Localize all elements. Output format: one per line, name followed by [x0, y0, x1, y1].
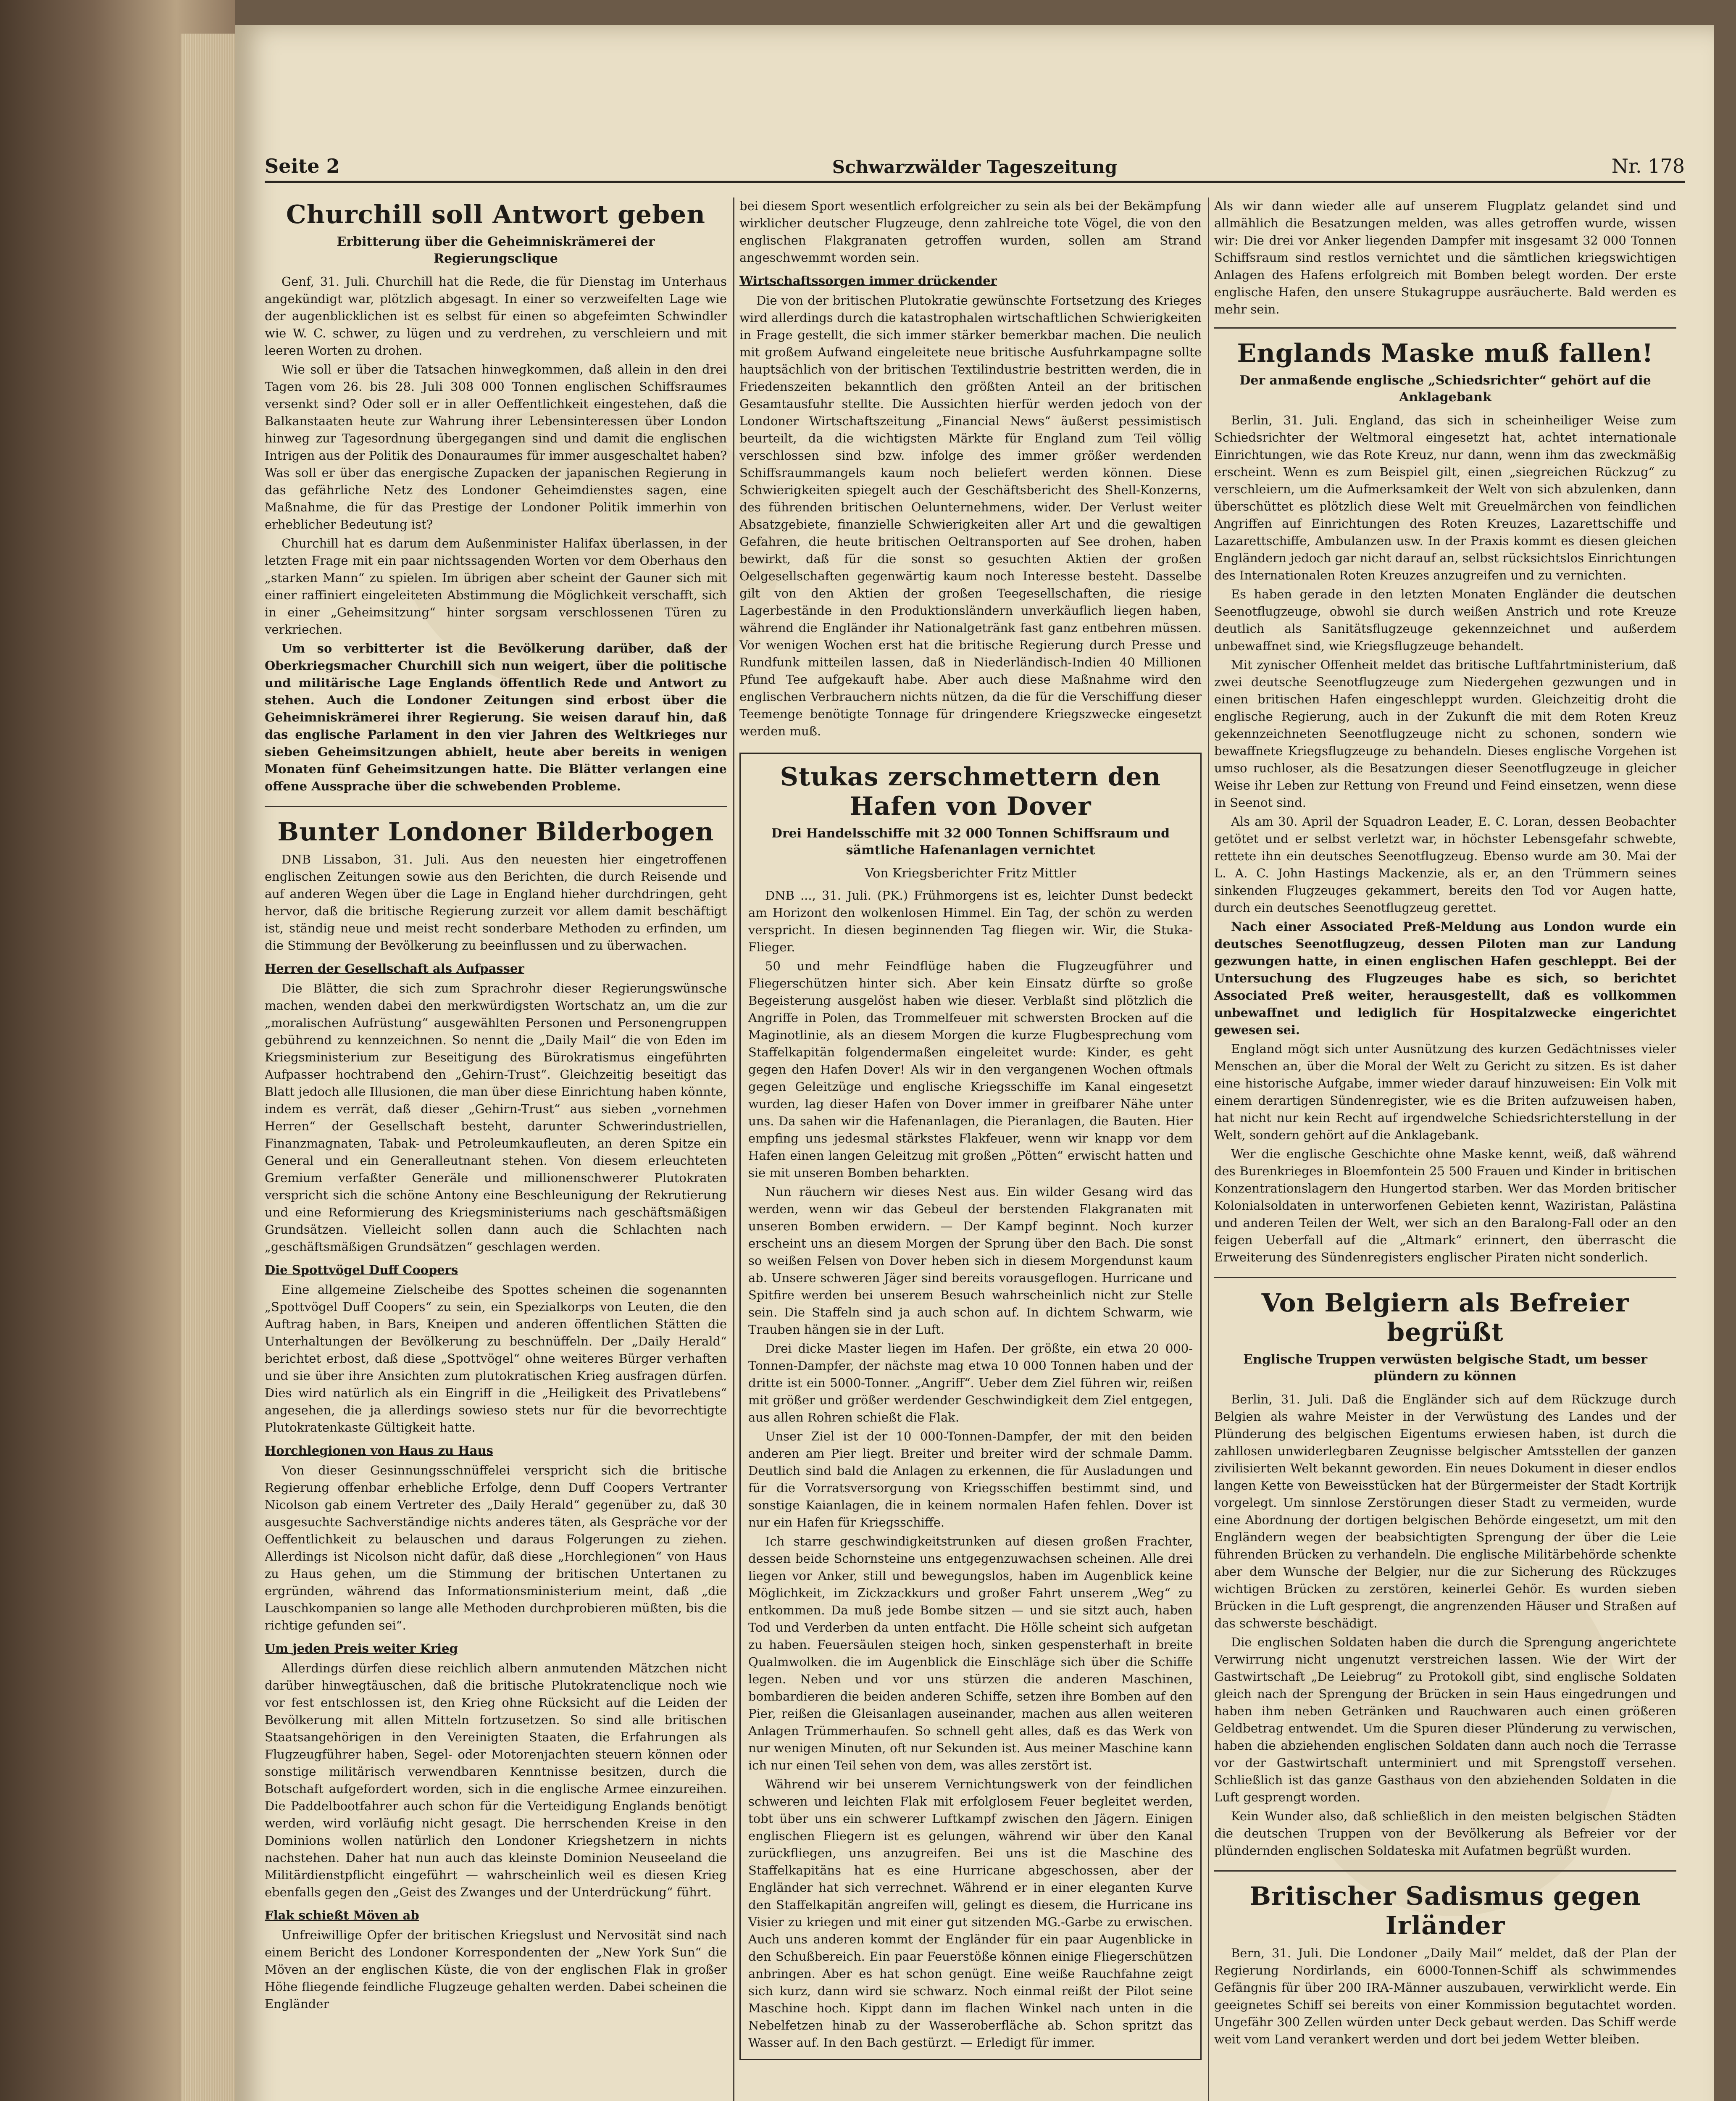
- article-paragraph: Während wir bei unserem Vernichtungswerk von der feindlichen schweren und leichten Flak mit erfolglosem Feuer begleitet werden, tobt über uns ein schwerer Luftkampf zwischen den Jägern. Einigen englischen Fliegern ist es gelungen, während wir über den Kanal zurückfliegen, uns anzugreifen. Bei uns ist die Maschine des Staffelkapitäns hat es eine Hurricane abgeschossen, aber der Engländer hat sich verrechnet. Während er in einer eleganten Kurve den Staffelkapitän angreifen will, gelingt es diesem, die Hurricane ins Visier zu kriegen und mit einer gut sitzenden MG.-Garbe zu erwischen. Auch uns anderen kommt der Engländer für ein paar Augenblicke in den Schußbereich. Ein paar Feuerstöße können einige Fliegerschützen anbringen. Aber es hat schon genügt. Eine weiße Rauchfahne zeigt sich kurz, dann wird sie schwarz. Noch einmal reißt der Pilot seine Maschine hoch. Kippt dann im flachen Winkel nach unten in die Nebelfetzen hinab zu der Wasseroberfläche ab. Schon spritzt das Wasser auf. In den Bach gestürzt. — Erledigt für immer.: [748, 1777, 1193, 2050]
- section-heading: Herren der Gesellschaft als Aufpasser: [265, 961, 524, 976]
- article-paragraph: Mit zynischer Offenheit meldet das britische Luftfahrtministerium, daß zwei deutsche Seenotflugzeuge zum Niedergehen gezwungen und in einen britischen Hafen eingeschleppt wurden. Gleichzeitig droht die englische Regierung, auch in der Zukunft die mit dem Roten Kreuz gekennzeichneten Seenotflugzeuge nicht zu schonen, sondern wie bewaffnete Kriegsflugzeuge zu behandeln. Dieses englische Vorgehen ist umso ruchloser, als die Besatzungen dieser Seenotflugzeuge in gleicher Weise ihr Leben zur Rettung von Freund und Feind einsetzen, wenn diese in Seenot sind.: [1214, 658, 1676, 810]
- column-rule: [733, 197, 734, 2101]
- article-paragraph: Unfreiwillige Opfer der britischen Kriegslust und Nervosität sind nach einem Bericht des Londoner Korrespondenten der „New York Sun“ die Möven an der englischen Küste, die von der englischen Flak in großer Höhe fliegende feindliche Flugzeuge gehalten werden. Dabei scheinen die Engländer: [265, 1928, 727, 2011]
- issue-number: Nr. 178: [1611, 155, 1685, 177]
- section-heading: Flak schießt Möven ab: [265, 1908, 419, 1922]
- section-heading: Wirtschaftssorgen immer drückender: [739, 274, 997, 288]
- article-paragraph: DNB Lissabon, 31. Juli. Aus den neuesten hier eingetroffenen englischen Zeitungen sowie aus den Berichten, die durch Reisende und auf anderen Wegen über die Lage in England hieher durchdringen, geht hervor, daß die britische Regierung zurzeit vor allem damit beschäftigt ist, ständig neue und meist recht sonderbare Methoden zu erfinden, um die Stimmung der Bevölkerung zu beeinflussen und zu überwachen.: [265, 852, 727, 953]
- article-paragraph: Um so verbitterter ist die Bevölkerung darüber, daß der Oberkriegsmacher Churchill sich nun weigert, über die politische und militärische Lage Englands öffentlich Rede und Antwort zu stehen. Auch die Londoner Zeitungen sind erbost über die Geheimniskrämerei ihrer Regierung. Sie weisen darauf hin, daß das englische Parlament in den vier Jahren des Weltkrieges nur sieben Geheimsitzungen abhielt, heute aber bereits in wenigen Monaten fünf Geheimsitzungen hatte. Die Blätter verlangen eine offene Aussprache über die schwebenden Probleme.: [265, 641, 727, 793]
- article-stukas: [739, 753, 1202, 2060]
- column-2: [739, 197, 1202, 2101]
- article-paragraph: Kein Wunder also, daß schließlich in den meisten belgischen Städten die deutschen Truppen von der Bevölkerung als Befreier vor der plündernden englischen Soldateska mit Aufatmen begrüßt wurden.: [1214, 1809, 1676, 1858]
- article-continuation: Als wir dann wieder alle auf unserem Flugplatz gelandet sind und allmählich die Besatzungen melden, was alles getroffen wurde, wissen wir: Die drei vor Anker liegenden Dampfer mit insgesamt 32 000 Tonnen Schiffsraum sind restlos vernichtet und die sämtlichen kriegswichtigen Anlagen des Hafens erfolgreich mit Bomben belegt worden. Der erste englische Hafen, den unsere Stukagruppe ausräucherte. Bald werden es mehr sein.: [1214, 199, 1676, 316]
- article-paragraph: DNB ..., 31. Juli. (PK.) Frühmorgens ist es, leichter Dunst bedeckt am Horizont den wolkenlosen Himmel. Ein Tag, der schön zu werden verspricht. In diesen beginnenden Tag fliegen wir. Wir, die Stuka-Flieger.: [748, 888, 1193, 954]
- article-paragraph: Von dieser Gesinnungsschnüffelei verspricht sich die britische Regierung offenbar erhebliche Erfolge, denn Duff Coopers Vertranter Nicolson gab einem Vertreter des „Daily Herald“ gegenüber zu, daß 30 ausgesuchte Sachverständige nichts anderes täten, als Gespräche vor der Oeffentlichkeit zu belauschen und daraus Folgerungen zu ziehen. Allerdings ist Nicolson nicht dafür, daß diese „Horchlegionen“ von Haus zu Haus gehen, um die Stimmung der britischen Untertanen zu ergründen, während das Informationsministerium meint, daß „die Lauschkompanien so lange alle Methoden durchprobieren müßten, bis die richtige gefunden sei“.: [265, 1463, 727, 1632]
- article-paragraph: Die englischen Soldaten haben die durch die Sprengung angerichtete Verwirrung nicht ungenutzt verstreichen lassen. Wie der Wirt der Gastwirtschaft „De Leiebrug“ zu Protokoll gibt, sind englische Soldaten gleich nach der Sprengung der Brücken in sein Haus eingedrungen und haben ihm neben Getränken und Rauchwaren auch einen größeren Geldbetrag entwendet. Um die Spuren dieser Plünderung zu verwischen, haben die abziehenden englischen Soldaten dann auch noch die Terrasse vor der Gastwirtschaft unterminiert und mit Sprengstoff versehen. Schließlich ist das ganze Gasthaus von den abziehenden Soldaten in die Luft gesprengt worden.: [1214, 1635, 1676, 1804]
- article-paragraph: 50 und mehr Feindflüge haben die Flugzeugführer und Fliegerschützen hinter sich. Aber kein Einsatz dürfte so große Begeisterung ausgelöst haben wie dieser. Verblaßt sind plötzlich die Angriffe in Polen, das Trommelfeuer mit schwersten Brocken auf die Maginotlinie, als an diesem Morgen die kurze Flugbesprechung vom Staffelkapitän folgendermaßen eingeleitet wurde: Kinder, es geht gegen den Hafen Dover! Als wir in den vergangenen Wochen oftmals gegen Geleitzüge und englische Kriegsschiffe im Kanal eingesetzt wurden, lag dieser Hafen von Dover immer in greifbarer Nähe unter uns. Da sahen wir die Hafenanlagen, die Pieranlagen, die Bauten. Hier empfing uns jedesmal stärkstes Flakfeuer, wenn wir knapp vor dem Hafen einen langen Geleitzug mit großen „Pötten“ erwischt hatten und sie mit unseren Bomben beharkten.: [748, 959, 1193, 1180]
- newspaper-page: [235, 25, 1714, 2101]
- article-bilderbogen: [265, 817, 727, 2013]
- article-paragraph: Nun räuchern wir dieses Nest aus. Ein wilder Gesang wird das werden, wenn wir das Gebeul der berstenden Flakgranaten mit unseren Bomben erwidern. — Der Kampf beginnt. Noch kurzer erscheint uns an diesem Morgen der Sprung über den Bach. Die sonst so weißen Felsen von Dover heben sich in diesem Morgendunst kaum ab. Unsere schweren Jäger sind bereits vorausgeflogen. Hurricane und Spitfire werden bei unserem Besuch wahrscheinlich nicht zur Stelle sein. Die Staffeln sind ja auch schon auf. In dichtem Schwarm, wie Trauben hängen sie in der Luft.: [748, 1185, 1193, 1337]
- column-1: [265, 197, 727, 2101]
- page-header: [265, 147, 1685, 183]
- article-paragraph: Ich starre geschwindigkeitstrunken auf diesen großen Frachter, dessen beide Schornsteine uns entgegenzuwachsen scheinen. Alle drei liegen vor Anker, still und bewegungslos, haben im Augenblick keine Möglichkeit, im Zickzackkurs und großer Fahrt unserem „Weg“ zu entkommen. Da muß jede Bombe sitzen — und sie sitzt auch, haben Tod und Verderben da unten entfacht. Die Hölle scheint sich aufgetan zu haben. Feuersäulen steigen hoch, sinken gespensterhaft in breite Qualmwolken. die im Augenblick die Einschläge sich über die Schiffe legen. Neben und vor uns stürzen die anderen Maschinen, bombardieren die beiden anderen Schiffe, setzen ihre Bomben auf den Pier, reißen die Gleisanlagen auseinander, machen aus allen weiteren Anlagen Trümmerhaufen. So schnell geht alles, daß es das Werk von nur wenigen Minuten, oft nur Sekunden ist. Aus meiner Maschine kann ich nur einen Teil sehen von dem, was alles zerstört ist.: [748, 1534, 1193, 1772]
- article-subtitle: Drei Handelsschiffe mit 32 000 Tonnen Schiffsraum und sämtliche Hafenanlagen vernichtet: [771, 826, 1170, 858]
- article-paragraph: Wer die englische Geschichte ohne Maske kennt, weiß, daß während des Burenkrieges in Bloemfontein 25 500 Frauen und Kinder in britischen Konzentrationslagern den Hungertod starben. Wer das Morden britischer Kolonialsoldaten in unterworfenen Gebieten kennt, Waziristan, Palästina und anderen Teilen der Welt, wer sich an den Baralong-Fall oder an den feigen Ueberfall auf die „Altmark“ erinnert, den überrascht die Erweiterung des Sündenregisters englischer Piraten nicht sonderlich.: [1214, 1147, 1676, 1264]
- article-paragraph: Unser Ziel ist der 10 000-Tonnen-Dampfer, der mit den beiden anderen am Pier liegt. Breiter und breiter wird der schmale Damm. Deutlich sind bald die Anlagen zu erkennen, die für Ausladungen und für die Vorratsversorgung von Kriegsschiffen bestimmt sind, und sonstige Kaianlagen, die in keinem normalen Hafen fehlen. Dover ist nur ein Hafen für Kriegsschiffe.: [748, 1429, 1193, 1530]
- article-paragraph: Bern, 31. Juli. Die Londoner „Daily Mail“ meldet, daß der Plan der Regierung Nordirlands, ein 6000-Tonnen-Schiff als schwimmendes Gefängnis für über 200 IRA-Männer auszubauen, verwirklicht werde. Ein geeignetes Schiff sei bereits von einer Kommission begutachtet worden. Ungefähr 300 Zellen würden unter Deck gebaut werden. Das Schiff werde weit vom Land verankert werden und dort bei jedem Wetter bleiben.: [1214, 1946, 1676, 2046]
- section-heading: Die Spottvögel Duff Coopers: [265, 1263, 458, 1277]
- article-churchill: [265, 200, 727, 795]
- article-paragraph: Die von der britischen Plutokratie gewünschte Fortsetzung des Krieges wird allerdings durch die katastrophalen wirtschaftlichen Schwierigkeiten in Frage gestellt, die sich immer stärker bemerkbar machen. Die neulich mit großem Aufwand eingeleitete neue britische Ausfuhrkampagne sollte hauptsächlich von der britischen Textilindustrie bestritten werden, die in Friedenszeiten bekanntlich den größten Anteil an der britischen Gesamtausfuhr stellte. Die Aussichten hierfür werden jedoch von der Londoner Wirtschaftszeitung „Financial News“ äußerst pessimistisch beurteilt, da die wichtigsten Märkte für England zum Teil völlig verschlossen sind bzw. infolge des immer größer werdenden Schiffsraummangels kaum noch beliefert werden können. Diese Schwierigkeiten spiegelt auch der Geschäftsbericht des Shell-Konzerns, des führenden britischen Oelunternehmens, wider. Der Verlust weiter Absatzgebiete, finanzielle Schwierigkeiten aller Art und die gewaltigen Gefahren, die heute britischen Oeltransporten auf See drohen, haben bewirkt, daß für die sonst so gesuchten Aktien der großen Oelgesellschaften gegenwärtig kaum noch Interesse besteht. Dasselbe gilt von den Aktien der großen Teegesellschaften, die riesige Lagerbestände in den Produktionsländern unverkäuflich liegen haben, während die Engländer ihr Nationalgetränk fast ganz entbehren müssen. Vor wenigen Wochen erst hat die britische Regierung durch Presse und Rundfunk mitteilen lassen, daß in Niederländisch-Indien 40 Millionen Pfund Tee aufgekauft habe. Aber auch diese Maßnahme wird den englischen Verbrauchern nichts nützen, da die für die Verschiffung dieser Teemenge benötigte Tonnage für dringendere Kriegszwecke eingesetzt werden muß.: [739, 293, 1202, 738]
- article-separator: [1214, 1277, 1676, 1278]
- article-title: Bunter Londoner Bilderbogen: [277, 817, 714, 847]
- article-separator: [1214, 1870, 1676, 1872]
- article-paragraph: Berlin, 31. Juli. Daß die Engländer sich auf dem Rückzuge durch Belgien als wahre Meister in der Verwüstung des Landes und der Plünderung des belgischen Eigentums erwiesen haben, ist durch die zahllosen unwiderlegbaren Zeugnisse belgischer Amtsstellen der ganzen zivilisierten Welt bekannt geworden. Ein neues Dokument in dieser endlos langen Kette von Beweisstücken hat der Bürgermeister der Stadt Kortrijk vorgelegt. Um sinnlose Zerstörungen dieser Stadt zu vermeiden, wurde eine Abordnung der dortigen belgischen Behörde eingesetzt, um mit den Engländern wegen der beabsichtigten Sprengung der über die Leie führenden Brücken zu verhandeln. Die englische Militärbehörde schenkte aber dem Wunsche der Belgier, nur die zur Sicherung des Rückzuges wichtigen Brücken zu zerstören, keinerlei Gehör. Es wurden sieben Brücken in die Luft gesprengt, die angrenzenden Häuser und Straßen auf das schwerste beschädigt.: [1214, 1392, 1676, 1630]
- article-maske: [1214, 339, 1676, 1266]
- column-3: [1214, 197, 1676, 2101]
- page-number: Seite 2: [265, 155, 340, 177]
- article-paragraph: Genf, 31. Juli. Churchill hat die Rede, die für Dienstag im Unterhaus angekündigt war, plötzlich abgesagt. In einer so verzweifelten Lage wie der augenblicklichen ist es selbst für einen so abgefeimten Schwindler wie W. C. schwer, zu lügen und zu verdrehen, zu verschleiern und mit leeren Worten zu drohen.: [265, 274, 727, 358]
- article-paragraph: Die Blätter, die sich zum Sprachrohr dieser Regierungswünsche machen, wenden dabei den merkwürdigsten Wortschatz an, um die zur „moralischen Aufrüstung“ ausgewählten Personen und Personengruppen gebührend zu kennzeichnen. So nennt die „Daily Mail“ die von Eden im Kriegsministerium zur Beseitigung des Bürokratismus eingeführten Aufpasser hochtrabend den „Gehirn-Trust“. Gleichzeitig beseitigt das Blatt jedoch alle Illusionen, die man über diese Einrichtung haben könnte, indem es verrät, daß dieser „Gehirn-Trust“ aus sieben „vornehmen Herren“ der Gesellschaft besteht, darunter Schwerindustriellen, Finanzmagnaten, Tabak- und Petroleumkaufleuten, an deren Spitze ein General und ein Generalleutnant stehen. Von diesem erleuchteten Gremium verfaßter Generäle und millionenschwerer Plutokraten verspricht sich die schöne Antony eine Beschleunigung der Rekrutierung und eine Reformierung des Kriegsministeriums nach geschäftsmäßigen Grundsätzen. Vielleicht sollen dann auch die Schlachten nach „geschäftsmäßigen Grundsätzen“ geschlagen werden.: [265, 981, 727, 1254]
- article-belgien: [1214, 1288, 1676, 1859]
- article-paragraph: Eine allgemeine Zielscheibe des Spottes scheinen die sogenannten „Spottvögel Duff Coopers“ zu sein, ein Spezialkorps von Leuten, die den Auftrag haben, in Bars, Kneipen und anderen öffentlichen Stätten die Unterhaltungen der Bevölkerung zu beschnüffeln. Der „Daily Herald“ berichtet erbost, daß diese „Spottvögel“ ohne weiteres Bürger verhaften und sie über ihre Ansichten zum plutokratischen Krieg ausfragen dürfen. Dies wird natürlich als ein Eingriff in die „Heiligkeit des Privatlebens“ angesehen, die ja allerdings sowieso stets nur für die bevorrechtigte Plutokratenkaste Gültigkeit hatte.: [265, 1282, 727, 1435]
- article-byline: Von Kriegsberichter Fritz Mittler: [865, 866, 1076, 881]
- article-paragraph: Churchill hat es darum dem Außenminister Halifax überlassen, in der letzten Frage mit ein paar nichtssagenden Worten vor dem Oberhaus den „starken Mann“ zu spielen. Im übrigen aber scheint der Gauner sich mit einer raffiniert eingeleiteten Abstimmung die Möglichkeit verschafft, sich in einer „Geheimsitzung“ hinter sorgsam verschlossenen Türen zu verkriechen.: [265, 536, 727, 637]
- article-separator: [1214, 327, 1676, 329]
- article-title: Britischer Sadismus gegen Irländer: [1249, 1882, 1641, 1940]
- article-subtitle: Englische Truppen verwüsten belgische Stadt, um besser plündern zu können: [1243, 1352, 1647, 1384]
- article-sadismus: [1214, 1882, 1676, 2048]
- article-separator: [265, 806, 727, 807]
- article-paragraph: Als am 30. April der Squadron Leader, E. C. Loran, dessen Beobachter getötet und er selbst verletzt war, in höchster Lebensgefahr schwebte, rettete ihn ein deutsches Seenotflugzeug. Ebenso wurde am 30. Mai der L. A. C. John Hastings Mackenzie, als er, an den Trümmern seines sinkenden Flugzeuges gekammert, bereits den Tod vor Augen hatte, durch ein deutsches Seenotflugzeug gerettet.: [1214, 814, 1676, 915]
- article-paragraph: Es haben gerade in den letzten Monaten Engländer die deutschen Seenotflugzeuge, obwohl sie durch weißen Anstrich und rote Kreuze deutlich als Sanitätsflugzeuge gekennzeichnet und außerdem unbewaffnet sind, wie Kriegsflugzeuge behandelt.: [1214, 587, 1676, 653]
- article-title: Englands Maske muß fallen!: [1237, 339, 1654, 368]
- article-paragraph: Wie soll er über die Tatsachen hinwegkommen, daß allein in den drei Tagen vom 26. bis 28. Juli 308 000 Tonnen englischen Schiffsraumes versenkt sind? Oder soll er in aller Oeffentlichkeit eingestehen, daß die Balkanstaaten heute zur Wahrung ihrer Lebensinteressen über London hinweg zur Tagesordnung übergegangen sind und damit die englischen Intrigen aus der Politik des Donauraumes für immer ausgeschaltet haben? Was soll er über das energische Zupacken der japanischen Regierung in das gefährliche Netz des Londoner Geheimdienstes sagen, eine Maßnahme, die für das Prestige der Londoner Politik immerhin von erheblicher Bedeutung ist?: [265, 362, 727, 532]
- article-title: Stukas zerschmettern den Hafen von Dover: [780, 762, 1161, 821]
- newspaper-name: Schwarzwälder Tageszeitung: [832, 157, 1118, 177]
- article-subtitle: Der anmaßende englische „Schiedsrichter“ gehört auf die Anklagebank: [1239, 373, 1651, 405]
- article-subtitle: Erbitterung über die Geheimniskrämerei der Regierungsclique: [337, 234, 655, 266]
- article-paragraph: Allerdings dürfen diese reichlich albern anmutenden Mätzchen nicht darüber hinwegtäuschen, daß die britische Plutokratenclique noch wie vor fest entschlossen ist, den Krieg ohne Rücksicht auf die Leiden der Bevölkerung mit allen Mitteln fortzusetzen. So sind alle britischen Staatsangehörigen in den Vereinigten Staaten, die Erfahrungen als Flugzeugführer haben, Segel- oder Motorenjachten steuern können oder sonstige militärisch verwendbaren Kenntnisse besitzen, durch die Botschaft aufgefordert worden, sich in die englische Armee einzureihen. Die Paddelbootfahrer auch schon für die Verteidigung Englands benötigt werden, wird vorläufig nicht gesagt. Die herrschenden Kreise in den Dominions wollen natürlich den Londoner Kriegshetzern in nichts nachstehen. Daher hat nun auch das kleinste Dominion Neuseeland die Militärdienstpflicht eingeführt — wahrscheinlich weil es diesen Krieg ebenfalls gegen den „Geist des Zwanges und der Unterdrückung“ führt.: [265, 1661, 727, 1899]
- section-heading: Um jeden Preis weiter Krieg: [265, 1641, 458, 1656]
- article-paragraph: Berlin, 31. Juli. England, das sich in scheinheiliger Weise zum Schiedsrichter der Weltmoral eingesetzt hat, achtet internationale Einrichtungen, wie das Rote Kreuz, nur dann, wenn ihm das zweckmäßig erscheint. Wenn es zum Beispiel gilt, einen „siegreichen Rückzug“ zu verschleiern, um die Aufmerksamkeit der Welt von sich abzulenken, dann überschüttet es plötzlich diese Welt mit Greuelmärchen von feindlichen Angriffen auf Einrichtungen des Roten Kreuzes, Lazarettschiffe und Lazarettschiffe, Ambulanzen usw. In der Praxis kommt es diesen gleichen Engländern jedoch gar nicht darauf an, selbst rücksichtslos Einrichtungen des Internationalen Roten Kreuzes anzugreifen und zu vernichten.: [1214, 413, 1676, 582]
- page-stack-edge: [181, 34, 244, 2101]
- article-title: Churchill soll Antwort geben: [286, 200, 705, 229]
- article-paragraph: Drei dicke Master liegen im Hafen. Der größte, ein etwa 20 000-Tonnen-Dampfer, der nächste mag etwa 10 000 Tonnen haben und der dritte ist ein 5000-Tonner. „Angriff“. Ueber dem Ziel führen wir, reißen mit größer und größer werdender Geschwindigkeit dem Ziel entgegen, aus allen Rohren schießt die Flak.: [748, 1341, 1193, 1424]
- article-paragraph: England mögt sich unter Ausnützung des kurzen Gedächtnisses vieler Menschen an, über die Moral der Welt zu Gericht zu sitzen. Es ist daher eine historische Aufgabe, immer wieder darauf hinzuweisen: Ein Volk mit einem derartigen Sündenregister, wie es die Briten aufzuweisen haben, hat nicht nur kein Recht auf irgendwelche Schiedsrichterstellung in der Welt, sondern gehört auf die Anklagebank.: [1214, 1042, 1676, 1142]
- article-continuation: bei diesem Sport wesentlich erfolgreicher zu sein als bei der Bekämpfung wirklicher deutscher Flugzeuge, denn zahlreiche tote Vögel, die von den englischen Flakgranaten getroffen wurden, sollen am Strand angeschwemmt worden sein.: [739, 199, 1202, 265]
- section-heading: Horchlegionen von Haus zu Haus: [265, 1443, 493, 1458]
- article-paragraph: Nach einer Associated Preß-Meldung aus London wurde ein deutsches Seenotflugzeug, dessen Piloten man zur Landung gezwungen hatte, in einen englischen Hafen geschleppt. Bei der Untersuchung des Flugzeuges habe es sich, so berichtet Associated Preß weiter, herausgestellt, daß es vollkommen unbewaffnet und lediglich für Hospitalzwecke eingerichtet gewesen sei.: [1214, 919, 1676, 1037]
- column-rule: [1208, 197, 1209, 2101]
- article-title: Von Belgiern als Befreier begrüßt: [1261, 1288, 1629, 1347]
